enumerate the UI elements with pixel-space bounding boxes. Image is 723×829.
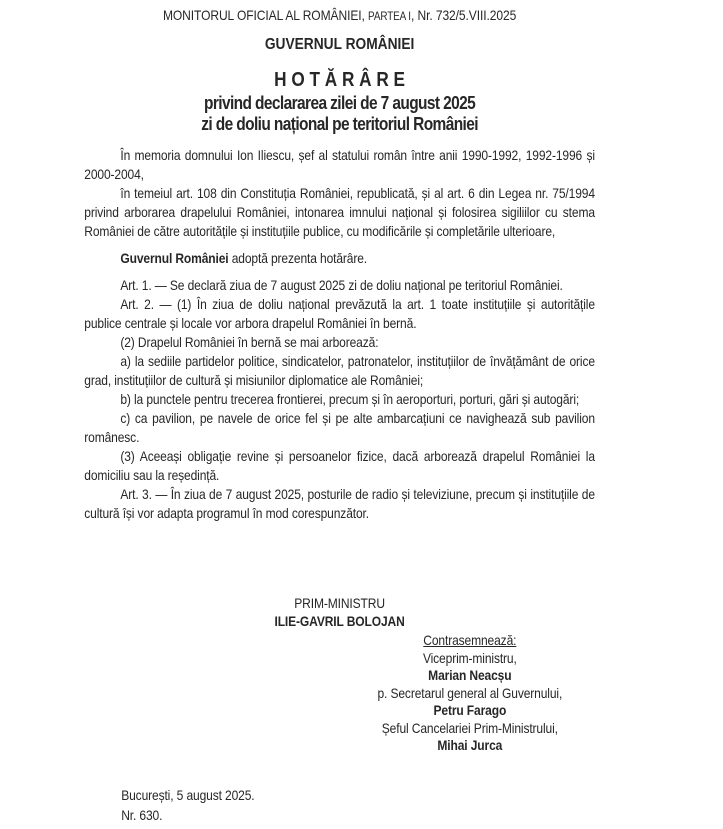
issue-place-date: București, 5 august 2025. [121,787,255,803]
act-body [84,146,595,523]
countersign-role-2: p. Secretarul general al Guvernului, [377,684,563,701]
adoption-clause [84,249,595,268]
gazette-header-part: PARTEA I [368,11,411,23]
act-subtitle [84,93,595,135]
article-2-paragraph-3: (3) Aceeași obligație revine și persoanelor fizice, dacă arborează drapelul României la domiciliu sau la reședință. [84,448,595,483]
issuer-title: GUVERNUL ROMÂNIEI [264,36,415,53]
countersign-name-2: Petru Farago [433,702,507,718]
article-3: Art. 3. — În ziua de 7 august 2025, posturile de radio și televiziune, precum și instituțiile de cultură își vor adapta programul în mod corespunzător. [84,486,595,521]
preamble-paragraph-2: în temeiul art. 108 din Constituția României, republicată, și al art. 6 din Legea nr. 75/1994 privind arborarea drapelului României, intonarea imnului național și folosirea sigiliilor cu stema României de către autoritățile și instituțiile publice, cu modificările și completările ulterioare, [84,185,595,239]
gazette-header-title: MONITORUL OFICIAL AL ROMÂNIEI, [162,7,369,23]
article-2-letter-c: c) ca pavilion, pe navele de orice fel și pe alte ambarcațiuni ce navighează sub pavilion românesc. [84,410,595,445]
countersign-role-1: Viceprim-ministru, [422,649,517,666]
act-number: Nr. 630. [121,806,163,823]
article-2-letter-a: a) la sediile partidelor politice, sindicatelor, patronatelor, instituțiilor de învățământ de orice grad, instituțiilor de cultură și misiunilor diplomatice ale României; [84,353,595,388]
act-footer [121,786,254,825]
adoption-clause-lead: Guvernul României [120,250,229,266]
article-2-paragraph-2: (2) Drapelul României în bernă se mai arborează: [120,334,379,350]
act-subtitle-line2: zi de doliu național pe teritoriul României [201,114,478,134]
countersign-role-3: Șeful Cancelariei Prim-Ministrului, [381,719,558,736]
countersign-block [272,632,668,755]
act-title: H O T Ă R Â R E [274,69,406,91]
countersign-heading: Contrasemnează: [423,632,517,648]
pm-title: PRIM-MINISTRU [294,595,385,611]
pm-name: ILIE-GAVRIL BOLOJAN [274,612,405,629]
article-1: Art. 1. — Se declară ziua de 7 august 2025 zi de doliu național pe teritoriul României. [120,277,563,293]
article-2-paragraph-1: Art. 2. — (1) În ziua de doliu național prevăzută la art. 1 toate instituțiile și autoritățile publice centrale și locale vor arbora drapelul României în bernă. [84,296,595,331]
prime-minister-signature-block [84,595,595,630]
countersign-name-1: Marian Neacșu [428,667,512,683]
act-subtitle-line1: privind declararea zilei de 7 august 2025 [203,93,476,113]
countersign-name-3: Mihai Jurca [437,737,503,753]
gazette-header-number: , Nr. 732/5.VIII.2025 [410,7,517,23]
article-2-letter-b: b) la punctele pentru trecerea frontierei, precum și în aeroporturi, porturi, gări și autogări; [120,391,580,407]
gazette-header [84,7,595,26]
preamble-paragraph-1: În memoria domnului Ion Iliescu, șef al statului român între anii 1990-1992, 1992-1996 și 2000-2004, [84,147,595,182]
adoption-clause-rest: adoptă prezenta hotărâre. [228,250,368,266]
